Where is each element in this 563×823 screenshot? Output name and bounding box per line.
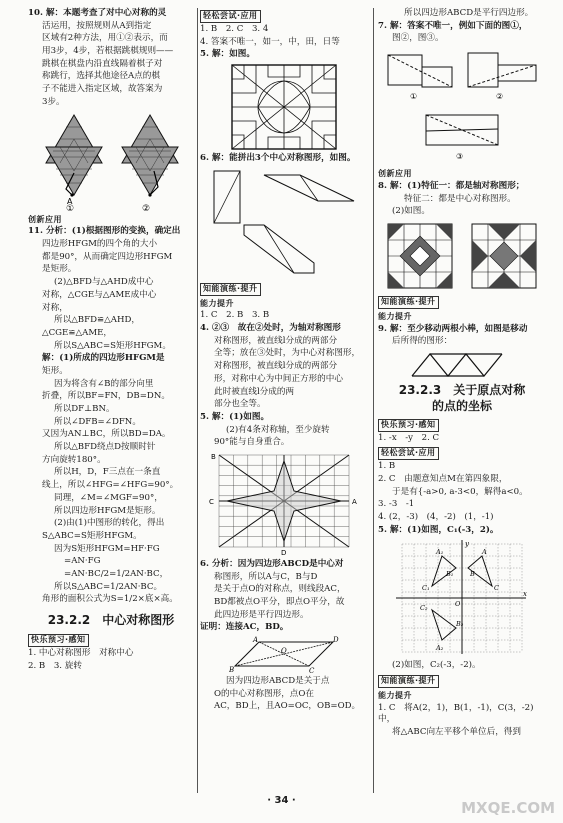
vertex-label: A	[253, 636, 259, 645]
page-number: · 34 ·	[267, 795, 296, 806]
hexagram-boards-figure	[36, 111, 186, 211]
point-label: A	[482, 548, 487, 557]
section-qingsong: 轻松尝试·应用	[378, 447, 439, 460]
point-label: C	[494, 584, 499, 593]
axis-label: x	[523, 590, 527, 599]
point-label: A₁	[436, 548, 444, 557]
point-label: B₂	[456, 620, 464, 629]
point-label: B₁	[446, 570, 454, 579]
grid-label: C	[209, 497, 214, 506]
column-right: 所以四边形ABCD是平行四边形。 7. 解：答案不唯一，例如下面的图①， 图②，图③。 ① ② ③ 创新应用 8. 解：(1)特征一：都是轴对称图形； 特征二：都是中心对称图形。 (2)如图。 知能演练·提升 能力提升 9. 解：至少移动两根小棒，如图是移动 后所得的图形： 23.2.3 关于原点对称 的点的坐标 快乐预习·感知 1. -x -y 2. C 轻松尝试·应用 1. B 2. C 由题意知点M在第四象限， 于是有{-a>0, a-3<0，解得a<0。 3. -3 -1 4. (2，-3) (4，-2) (1，-1) 5. 解：(1)如图，C₁(-3，2)。 A₁ B₁ C₁ y x O A B C A₂ B₂ C₂ (2)如图，C₂(-3，-2)。 知能演练·提升 能力提升 1. C 将A(2，1)，B(1，-1)，C(3，-2)中， 将△ABC向左平移个单位后，得到	[378, 8, 546, 740]
section-chuangxin: 创新应用	[378, 169, 412, 179]
vertex-label: C	[309, 667, 315, 675]
section-chuangxin: 创新应用	[28, 214, 62, 224]
column-divider-left	[197, 8, 198, 793]
grid-star-figure	[209, 451, 359, 557]
tile-patterns-figure	[382, 220, 542, 292]
hexagram-board-1	[46, 115, 102, 211]
point-label: C₂	[420, 604, 428, 613]
column-left: 10. 解：本题考查了对中心对称的灵 活运用，按照规则从A到指定 区域有2种方法，用①②表示，而 用3步，4步，若根据跳棋规则—— 跳棋在棋盘内沿直线隔着棋子对 称跳行，选择其他途径A点的棋 子不能进入指定区域，故答案为 3步。 A ① ② 创新应用 11. 分析：(1)根据图形的变换，确定出 四边形HFGM的四个角的大小 都是90°，从而确定四边形HFGM 是矩形。 (2)△BFD与△AHD成中心 对称，△CGE与△AME成中心 对称， 所以△BFD≌△AHD， △CGE≌△AME， 所以S△ABC=S矩形HFGM。 解：(1)所成的四边形HFGM是 矩形。 因为将含有∠B的部分向里 折叠，所以BF=FN，DB=DN。 所以DF⊥BN。 所以∠DFB=∠DFN。 又因为AN⊥BC，所以BD=DA。 所以△BFD绕点D按顺时针 方向旋转180°。 所以H，D，F三点在一条直 线上，所以∠HFG=∠HFG=90°。 同理，∠M=∠MGF=90°， 所以四边形HFGM是矩形。 (2)由(1)中图形的转化，得出 S△ABC=S矩形HFGM。 因为S矩形HFGM=HF·FG =AN·FG =AN·BC/2=1/2AN·BC， 所以S△ABC=1/2AN·BC。 角形的面积公式为S=1/2×底×高。 23.2.2 中心对称图形 快乐预习·感知 1. 中心对称图形 对称中心 2. B 3. 旋转	[28, 8, 194, 674]
section-kuaile: 快乐预习·感知	[28, 634, 89, 647]
section-kuaile: 快乐预习·感知	[378, 419, 439, 432]
point-label: C₁	[422, 584, 430, 593]
point-label: B	[470, 570, 475, 579]
matchstick-triangles-figure	[402, 350, 522, 378]
vertex-label: D	[333, 636, 339, 645]
section-nengli: 能力提升	[200, 298, 234, 308]
window-pattern-figure	[230, 63, 338, 151]
grid-label: D	[281, 548, 287, 557]
section-title-23-2-3: 23.2.3 关于原点对称 的点的坐标	[398, 383, 526, 414]
origin-label: O	[455, 600, 461, 609]
vertex-label: O	[281, 647, 287, 656]
coordinate-plane-figure	[392, 538, 532, 658]
cut-rectangles-figure	[382, 47, 542, 165]
column-divider-right	[373, 8, 374, 793]
tile-pattern-2	[472, 224, 536, 288]
section-zhineng: 知能演练·提升	[200, 283, 261, 296]
tile-pattern-1	[388, 224, 452, 288]
hexagram-board-2	[122, 115, 178, 211]
figure-label: ①	[410, 92, 418, 102]
point-label: A	[67, 196, 73, 206]
q10-text: 10. 解：本题考查了对中心对称的灵 活运用，按照规则从A到指定 区域有2种方法，用①②表示，而 用3步，4步，若根据跳棋规则—— 跳棋在棋盘内沿直线隔着棋子对 称跳行，选择其他途径A点的棋 子不能进入指定区域，故答案为 3步。	[28, 8, 174, 107]
axis-label: y	[465, 540, 469, 549]
section-title-23-2-2: 23.2.2 中心对称图形	[47, 613, 175, 627]
point-label: A₂	[436, 644, 444, 653]
parallelogram-abcd-figure	[229, 636, 339, 674]
vertex-label: B	[229, 666, 235, 675]
section-zhineng: 知能演练·提升	[378, 296, 439, 309]
watermark: MXQE.COM	[461, 799, 555, 817]
section-nengli: 能力提升	[378, 311, 412, 321]
parallelogram-shapes-figure	[204, 167, 364, 279]
q11-text: 11. 分析：(1)根据图形的变换，确定出 四边形HFGM的四个角的大小 都是90°，从而确定四边形HFGM 是矩形。 (2)△BFD与△AHD成中心 对称，△CGE与△AME成中心 对称， 所以△BFD≌△AHD， △CGE≌△AME， 所以S△ABC=S矩形HFGM。 解：(1)所成的四边形HFGM是 矩形。 因为将含有∠B的部分向里 折叠，所以BF=FN，DB=DN。 所以DF⊥BN。 所以∠DFB=∠DFN。 又因为AN⊥BC，所以BD=DA。 所以△BFD绕点D按顺时针 方向旋转180°。 所以H，D，F三点在一条直 线上，所以∠HFG=∠HFG=90°。 同理，∠M=∠MGF=90°， 所以四边形HFGM是矩形。 (2)由(1)中图形的转化，得出 S△ABC=S矩形HFGM。 因为S矩形HFGM=HF·FG =AN·FG =AN·BC/2=1/2AN·BC， 所以S△ABC=1/2AN·BC。 角形的面积公式为S=1/2×底×高。	[28, 226, 181, 605]
figure-label: ①	[66, 203, 75, 211]
section-qingsong: 轻松尝试·应用	[200, 10, 261, 23]
figure-label: ②	[496, 92, 504, 102]
figure-label: ②	[142, 203, 151, 211]
figure-label: ③	[456, 152, 464, 162]
column-middle: 轻松尝试·应用 1. B 2. C 3. 4 4. 答案不唯一，如一，中，田，日等 5. 解：如图。 6. 解：能拼出3个中心对称图形，如图。 知能演练·提升 能力提升 1. C 2. B 3. B 4. ②③ 故在②处时，为轴对称图形 对称图形，被直线l分成的两部分 全等；放在③处时，为中心对称图形， 对称图形，被直线l分成的两部分 形，对称中心为中间正方形的中心 此时被直线l分成的两 部分也全等。 5. 解：(1)如图。 (2)有4条对称轴，至少旋转 90°能与自身重合。 B C A D 6. 分析：因为四边形ABCD是中心对 称图形，所以A与C，B与D 是关于点O的对称点，则线段AC， BD都被点O平分，即点O平分，故 此四边形是平行四边形。 证明：连接AC，BD。 A D O B C 因为四边形ABCD是关于点 O的中心对称图形，点O在 AC，BD上，且AO=OC，OB=OD。	[200, 8, 368, 714]
grid-label: A	[352, 497, 357, 506]
section-nengli: 能力提升	[378, 690, 412, 700]
grid-label: B	[211, 452, 216, 461]
section-zhineng: 知能演练·提升	[378, 675, 439, 688]
